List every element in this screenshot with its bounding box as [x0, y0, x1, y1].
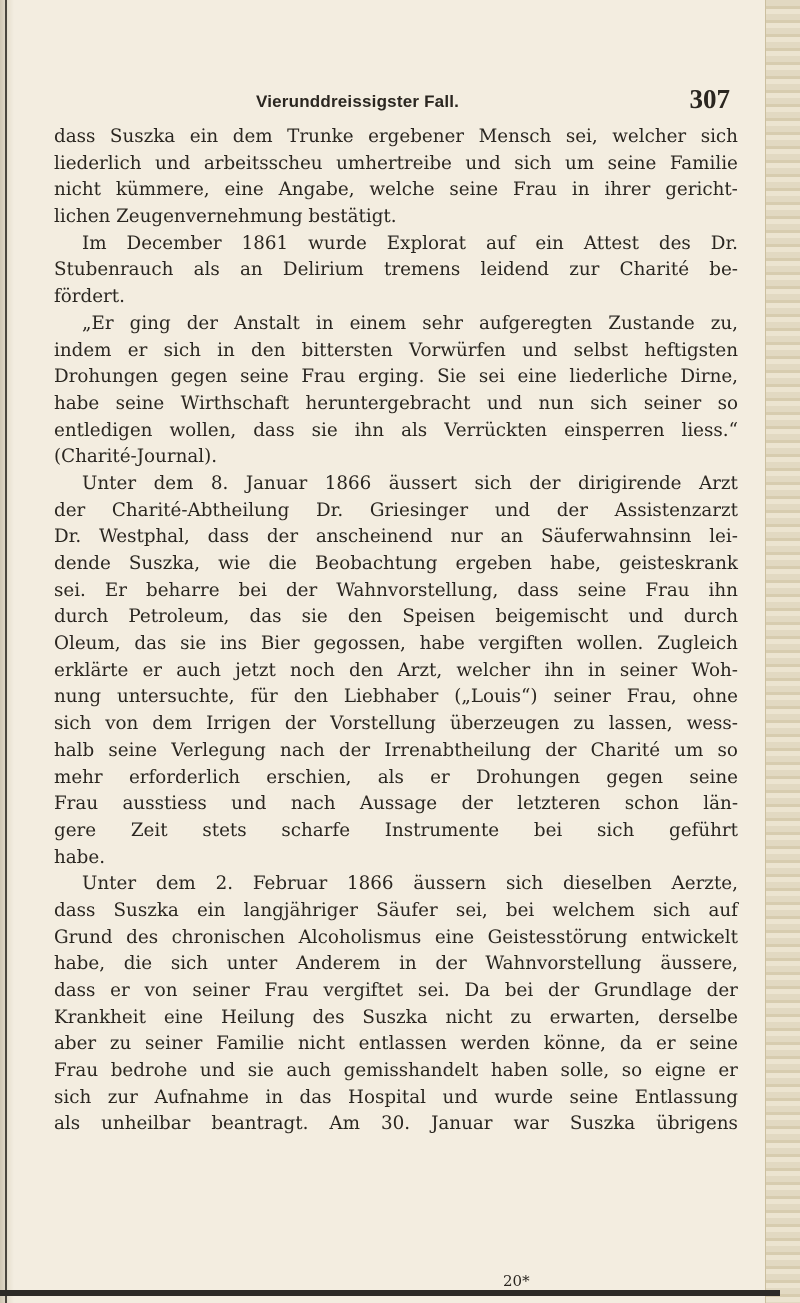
text-line: nicht kümmere, eine Angabe, welche seine Frau in ihrer gericht-: [54, 179, 738, 201]
page-bottom-edge: [0, 1290, 780, 1296]
text-line: lichen Zeugenvernehmung bestätigt.: [54, 206, 397, 228]
text-line: Drohungen gegen seine Frau erging. Sie sei eine liederliche Dirne,: [54, 366, 738, 388]
text-line: Im December 1861 wurde Explorat auf ein Attest des Dr.: [82, 232, 738, 254]
book-gutter: [0, 0, 14, 1303]
text-line: dass er von seiner Frau vergiftet sei. Da bei der Grundlage der: [54, 980, 738, 1001]
text-line: der Charité-Abtheilung Dr. Griesinger und der Assistenzarzt: [54, 499, 738, 521]
text-line: Dr. Westphal, dass der anscheinend nur an Säuferwahnsinn lei-: [54, 526, 738, 548]
text-line: indem er sich in den bittersten Vorwürfen und selbst heftigsten: [54, 339, 738, 361]
page-edge: [765, 0, 800, 1303]
running-head: Vierunddreissigster Fall.: [256, 92, 460, 111]
text-line: durch Petroleum, das sie den Speisen beigemischt und durch: [54, 606, 738, 628]
text-line: halb seine Verlegung nach der Irrenabtheilung der Charité um so: [54, 739, 738, 761]
text-line: sich von dem Irrigen der Vorstellung überzeugen zu lassen, wess-: [54, 713, 738, 735]
text-line: sich zur Aufnahme in das Hospital und wurde seine Entlassung: [54, 1086, 738, 1108]
text-line: (Charité-Journal).: [54, 446, 218, 468]
text-line: erklärte er auch jetzt noch den Arzt, welcher ihn in seiner Woh-: [54, 659, 738, 681]
text-line: entledigen wollen, dass sie ihn als Verrückten einsperren liess.“: [54, 419, 738, 441]
text-line: gere Zeit stets scharfe Instrumente bei sich geführt: [54, 819, 738, 841]
text-line: habe.: [54, 846, 106, 868]
text-line: Oleum, das sie ins Bier gegossen, habe vergiften wollen. Zugleich: [54, 633, 738, 655]
text-line: liederlich und arbeitsscheu umhertreibe und sich um seine Familie: [54, 152, 738, 174]
text-line: Frau ausstiess und nach Aussage der letzteren schon län-: [54, 793, 738, 815]
text-line: habe seine Wirthschaft heruntergebracht und nun sich seiner so: [54, 392, 738, 414]
text-line: Krankheit eine Heilung des Suszka nicht zu erwarten, derselbe: [54, 1006, 738, 1028]
text-line: dass Suszka ein langjähriger Säufer sei, bei welchem sich auf: [54, 899, 738, 921]
text-line: habe, die sich unter Anderem in der Wahnvorstellung äussere,: [54, 953, 738, 975]
text-line: dende Suszka, wie die Beobachtung ergeben habe, geisteskrank: [54, 553, 738, 574]
text-line: fördert.: [54, 286, 125, 308]
text-line: mehr erforderlich erschien, als er Drohungen gegen seine: [54, 766, 738, 788]
printer-signature: 20*: [503, 1272, 530, 1290]
page-number: 307: [689, 84, 730, 114]
page-header: [70, 84, 760, 114]
text-line: Grund des chronischen Alcoholismus eine Geistesstörung entwickelt: [54, 926, 738, 948]
text-line: sei. Er beharre bei der Wahnvorstellung, dass seine Frau ihn: [54, 579, 738, 601]
text-line: Frau bedrohe und sie auch gemisshandelt haben solle, so eigne er: [54, 1060, 738, 1082]
text-line: „Er ging der Anstalt in einem sehr aufgeregten Zustande zu,: [82, 312, 738, 334]
body-text: [54, 124, 738, 1138]
text-line: Unter dem 2. Februar 1866 äussern sich dieselben Aerzte,: [82, 873, 738, 895]
text-line: nung untersuchte, für den Liebhaber („Louis“) seiner Frau, ohne: [54, 686, 738, 708]
text-line: aber zu seiner Familie nicht entlassen werden könne, da er seine: [54, 1033, 738, 1055]
text-line: dass Suszka ein dem Trunke ergebener Mensch sei, welcher sich: [54, 126, 738, 147]
text-line: Stubenrauch als an Delirium tremens leidend zur Charité be-: [54, 259, 738, 281]
text-line: als unheilbar beantragt. Am 30. Januar war Suszka übrigens: [54, 1113, 738, 1135]
text-line: Unter dem 8. Januar 1866 äussert sich der dirigirende Arzt: [82, 472, 738, 494]
